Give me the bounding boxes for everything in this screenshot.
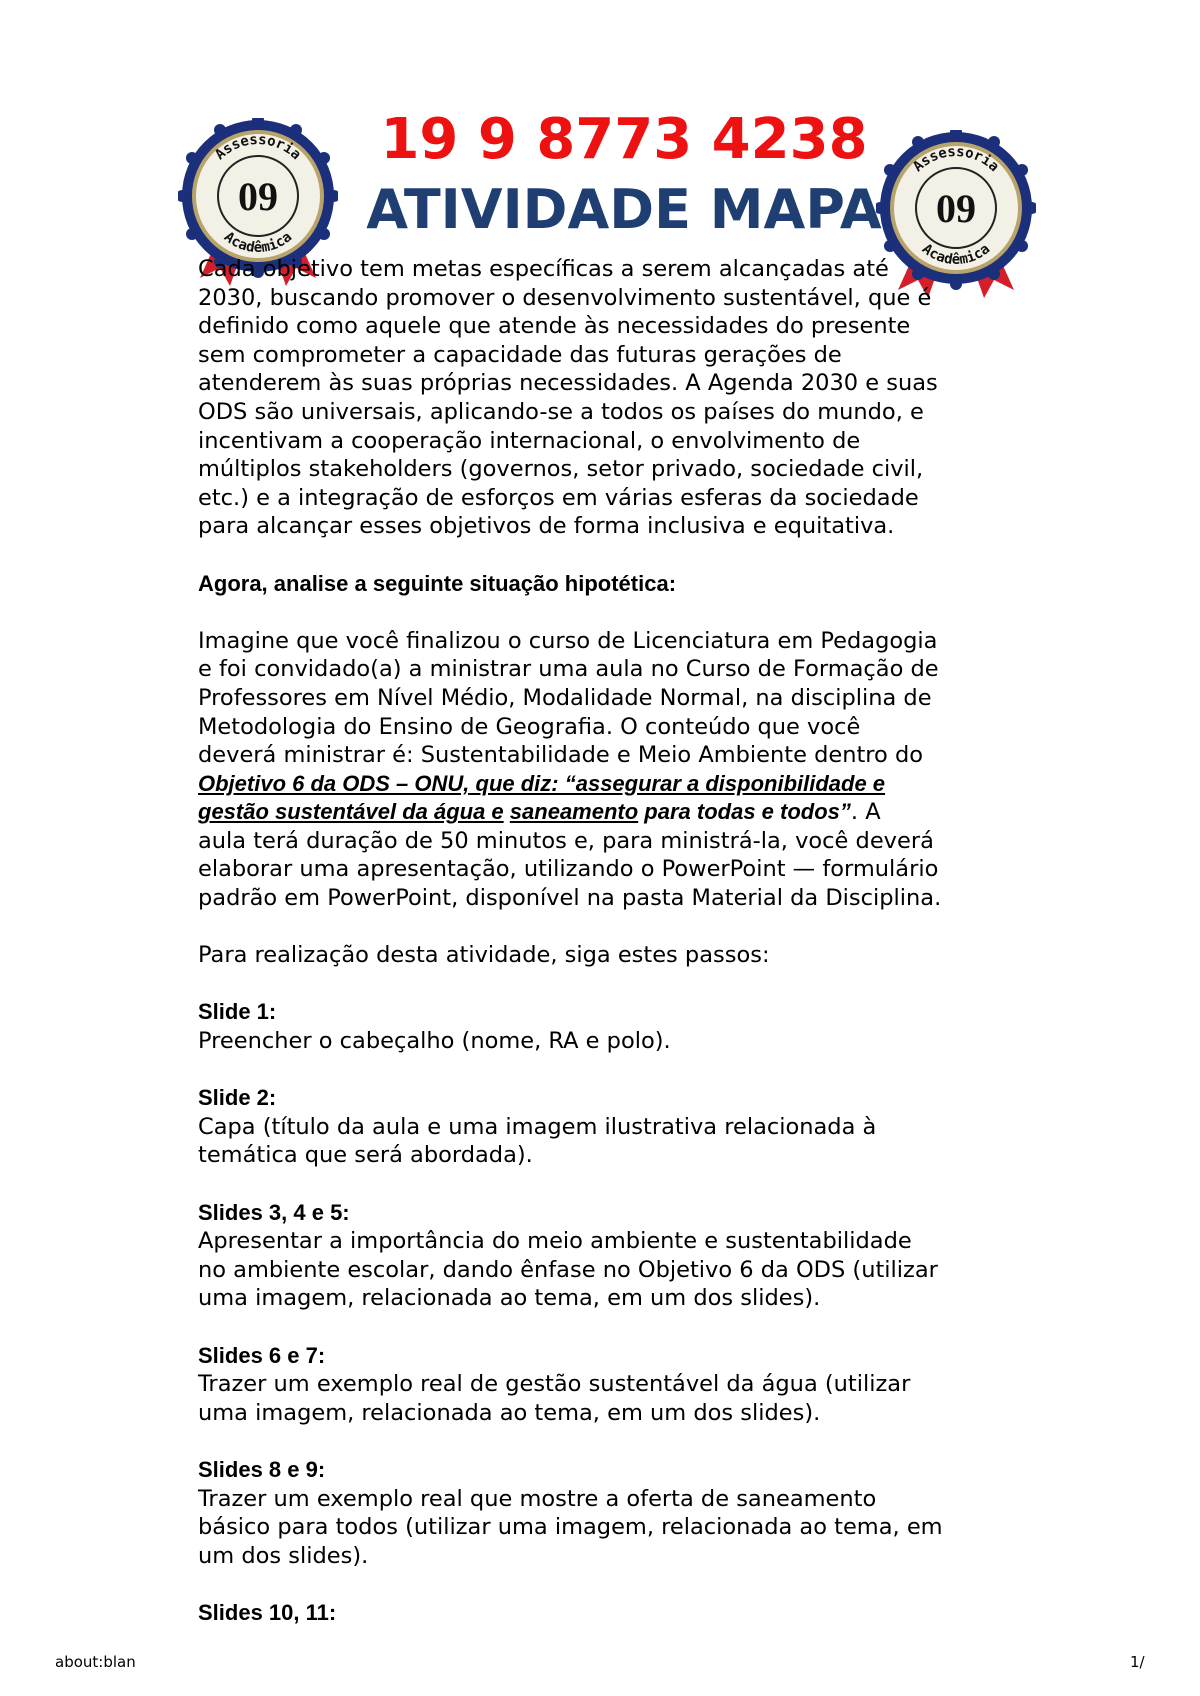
svg-text:Acadêmica: Acadêmica xyxy=(220,229,296,256)
step-label: Slide 2: xyxy=(198,1085,277,1111)
situation-line: e foi convidado(a) a ministrar uma aula no Curso de Formação de xyxy=(198,656,939,683)
page-title: ATIVIDADE MAPA xyxy=(366,178,882,241)
svg-text:Assessoria: Assessoria xyxy=(910,143,1002,176)
situation-line: Imagine que você finalizou o curso de Licenciatura em Pedagogia xyxy=(198,627,938,654)
svg-text:09: 09 xyxy=(238,174,278,219)
step-line: Trazer um exemplo real de gestão sustentável da água (utilizar xyxy=(198,1371,911,1398)
situation-line: gestão sustentável da água e saneamento para todas e todos”. A xyxy=(198,799,881,826)
step-line: Capa (título da aula e uma imagem ilustrativa relacionada à xyxy=(198,1113,877,1140)
step-line: básico para todos (utilizar uma imagem, relacionada ao tema, em xyxy=(198,1514,943,1541)
intro-line: etc.) e a integração de esforços em várias esferas da sociedade xyxy=(198,484,919,511)
situation-paragraph xyxy=(198,627,1018,913)
ods-quote-water: gestão sustentável da água e xyxy=(198,799,504,825)
intro-line: ODS são universais, aplicando-se a todos os países do mundo, e xyxy=(198,398,924,425)
intro-paragraph xyxy=(198,255,1018,541)
step-line: um dos slides). xyxy=(198,1542,369,1569)
situation-line: elaborar uma apresentação, utilizando o PowerPoint — formulário xyxy=(198,856,939,883)
ods-objective-reference: Objetivo 6 da ODS – ONU, xyxy=(198,770,470,796)
situation-line: Professores em Nível Médio, Modalidade Normal, na disciplina de xyxy=(198,684,932,711)
situation-heading: Agora, analise a seguinte situação hipotética: xyxy=(198,570,677,596)
step-line: temática que será abordada). xyxy=(198,1142,533,1169)
step-label: Slides 3, 4 e 5: xyxy=(198,1199,350,1225)
intro-line: múltiplos stakeholders (governos, setor privado, sociedade civil, xyxy=(198,456,924,483)
ods-quote-start: que diz: “assegurar a disponibilidade e xyxy=(469,770,886,796)
ods-quote-end: para todas e todos” xyxy=(638,799,851,825)
footer-url: about:blan xyxy=(55,1653,136,1671)
step-slides-6-7 xyxy=(198,1342,1018,1428)
situation-line: padrão em PowerPoint, disponível na pasta Material da Disciplina. xyxy=(198,885,942,912)
document-body xyxy=(198,255,1018,1628)
situation-line: Metodologia do Ensino de Geografia. O conteúdo que você xyxy=(198,713,861,740)
svg-text:09: 09 xyxy=(936,186,976,231)
step-slide-1 xyxy=(198,998,1018,1055)
step-label: Slides 8 e 9: xyxy=(198,1456,326,1482)
intro-line: para alcançar esses objetivos de forma inclusiva e equitativa. xyxy=(198,513,895,540)
ods-quote-sanitation: saneamento xyxy=(509,799,639,825)
step-slides-10-11 xyxy=(198,1599,1018,1628)
step-line: uma imagem, relacionada ao tema, em um dos slides). xyxy=(198,1285,821,1312)
step-slide-2 xyxy=(198,1084,1018,1170)
intro-line: Cada objetivo tem metas específicas a serem alcançadas até xyxy=(198,256,889,282)
steps-intro: Para realização desta atividade, siga estes passos: xyxy=(198,942,770,969)
step-line: Preencher o cabeçalho (nome, RA e polo). xyxy=(198,1028,671,1055)
step-line: uma imagem, relacionada ao tema, em um dos slides). xyxy=(198,1399,821,1426)
footer-page-number: 1/ xyxy=(1130,1653,1145,1671)
step-line: Trazer um exemplo real que mostre a oferta de saneamento xyxy=(198,1485,877,1512)
intro-line: sem comprometer a capacidade das futuras gerações de xyxy=(198,341,842,368)
intro-line: 2030, buscando promover o desenvolvimento sustentável, que é xyxy=(198,284,932,311)
situation-line: deverá ministrar é: Sustentabilidade e Meio Ambiente dentro do xyxy=(198,742,924,769)
situation-line: aula terá duração de 50 minutos e, para ministrá-la, você deverá xyxy=(198,827,934,854)
intro-line: definido como aquele que atende às necessidades do presente xyxy=(198,313,911,340)
step-line: Apresentar a importância do meio ambiente e sustentabilidade xyxy=(198,1228,912,1255)
step-label: Slide 1: xyxy=(198,999,277,1025)
intro-line: incentivam a cooperação internacional, o envolvimento de xyxy=(198,427,861,454)
step-label: Slides 6 e 7: xyxy=(198,1342,326,1368)
step-slides-8-9 xyxy=(198,1456,1018,1570)
step-slides-3-4-5 xyxy=(198,1199,1018,1313)
intro-line: atenderem às suas próprias necessidades. A Agenda 2030 e suas xyxy=(198,370,938,397)
svg-text:Assessoria: Assessoria xyxy=(212,131,304,164)
step-line: no ambiente escolar, dando ênfase no Objetivo 6 da ODS (utilizar xyxy=(198,1256,938,1283)
situation-line xyxy=(198,770,1018,799)
step-label: Slides 10, 11: xyxy=(198,1599,337,1625)
phone-number: 19 9 8773 4238 xyxy=(380,107,868,172)
svg-text:Acadêmica: Acadêmica xyxy=(918,241,994,268)
